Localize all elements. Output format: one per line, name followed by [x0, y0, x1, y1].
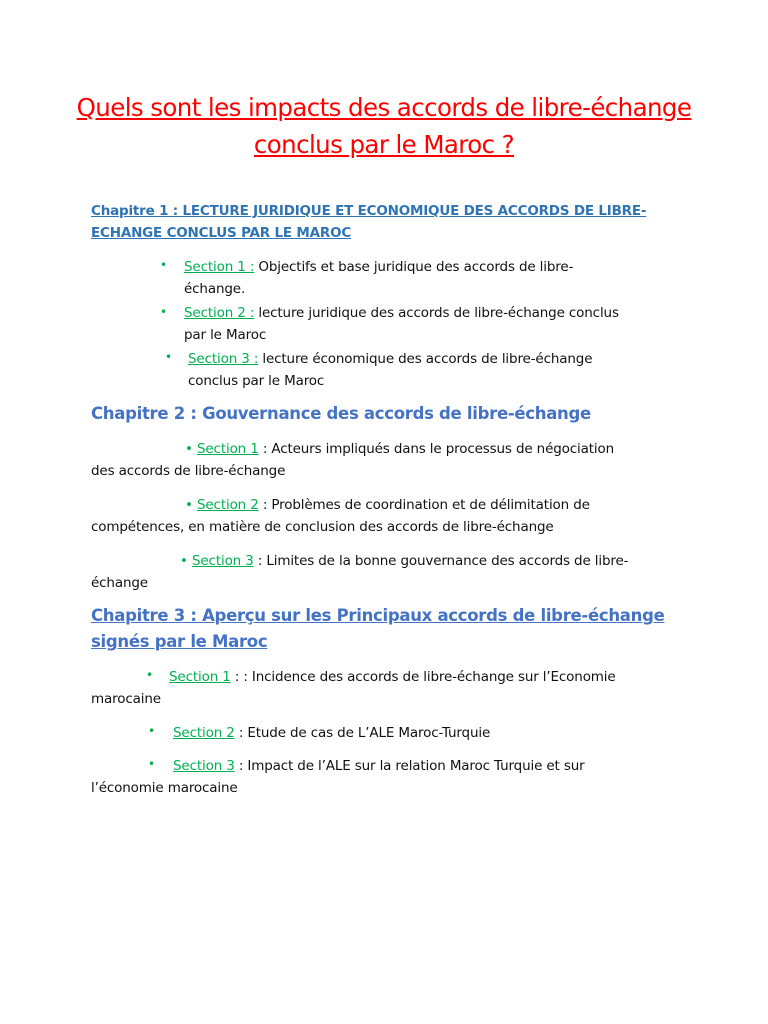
section-text: : Etude de cas de L’ALE Maroc-Turquie	[234, 725, 491, 741]
section-label: Section 2	[173, 725, 235, 741]
chapter-2-section-1	[185, 438, 614, 460]
section-label: Section 2	[196, 497, 259, 513]
chapter-1-section-3	[188, 348, 592, 370]
bullet-icon: •	[148, 724, 156, 738]
section-text: : Impact de l’ALE sur la relation Maroc Turquie et sur	[234, 758, 585, 774]
bullet-icon: •	[160, 305, 168, 319]
section-label: Section 1	[169, 669, 231, 685]
chapter-2-section-2	[185, 494, 590, 516]
bullet-icon: •	[148, 757, 156, 771]
chapter-1-section-2-cont: par le Maroc	[184, 327, 267, 343]
chapter-3-heading-line-2: signés par le Maroc	[91, 632, 268, 651]
bullet-icon: •	[165, 350, 173, 364]
chapter-2-section-2-cont: compétences, en matière de conclusion des accords de libre-échange	[91, 519, 554, 535]
section-text: lecture juridique des accords de libre-échange conclus	[254, 305, 619, 321]
section-text: : Limites de la bonne gouvernance des accords de libre-	[253, 553, 629, 569]
section-label: Section 3	[191, 553, 254, 569]
chapter-1-heading-line-2: ECHANGE CONCLUS PAR LE MAROC	[91, 225, 352, 241]
section-text: : Problèmes de coordination et de délimitation de	[258, 497, 590, 513]
chapter-3-section-1-cont: marocaine	[91, 691, 161, 707]
section-label: Section 2 :	[184, 305, 255, 321]
section-label: Section 3	[173, 758, 235, 774]
chapter-3-section-2	[173, 722, 490, 744]
section-text: : : Incidence des accords de libre-échange sur l’Economie	[230, 669, 616, 685]
chapter-1-heading-line-1: Chapitre 1 : LECTURE JURIDIQUE ET ECONOMIQUE DES ACCORDS DE LIBRE-	[91, 203, 647, 219]
bullet-icon: •	[146, 668, 154, 682]
chapter-1-section-3-cont: conclus par le Maroc	[188, 373, 325, 389]
chapter-3-section-3	[173, 755, 585, 777]
chapter-1-section-1-cont: échange.	[184, 281, 246, 297]
page-title-line-2: conclus par le Maroc ?	[253, 130, 515, 159]
chapter-2-section-3	[180, 550, 628, 572]
chapter-1-section-2	[184, 302, 619, 324]
chapter-1-section-1	[184, 256, 573, 278]
bullet-icon: •	[185, 497, 193, 513]
chapter-3-section-1	[169, 666, 616, 688]
section-label: Section 3 :	[188, 351, 259, 367]
chapter-2-section-3-cont: échange	[91, 575, 148, 591]
page-title-line-1: Quels sont les impacts des accords de libre-échange	[76, 93, 692, 122]
chapter-3-section-3-cont: l’économie marocaine	[91, 780, 238, 796]
section-label: Section 1 :	[184, 259, 255, 275]
section-text: Objectifs et base juridique des accords de libre-	[254, 259, 574, 275]
bullet-icon: •	[160, 258, 168, 272]
bullet-icon: •	[180, 553, 188, 569]
chapter-2-heading: Chapitre 2 : Gouvernance des accords de libre-échange	[91, 404, 591, 423]
bullet-icon: •	[185, 441, 193, 457]
section-text: lecture économique des accords de libre-échange	[258, 351, 593, 367]
chapter-2-section-1-cont: des accords de libre-échange	[91, 463, 286, 479]
chapter-3-heading-line-1: Chapitre 3 : Aperçu sur les Principaux accords de libre-échange	[91, 606, 665, 625]
section-label: Section 1	[196, 441, 259, 457]
section-text: : Acteurs impliqués dans le processus de négociation	[258, 441, 615, 457]
